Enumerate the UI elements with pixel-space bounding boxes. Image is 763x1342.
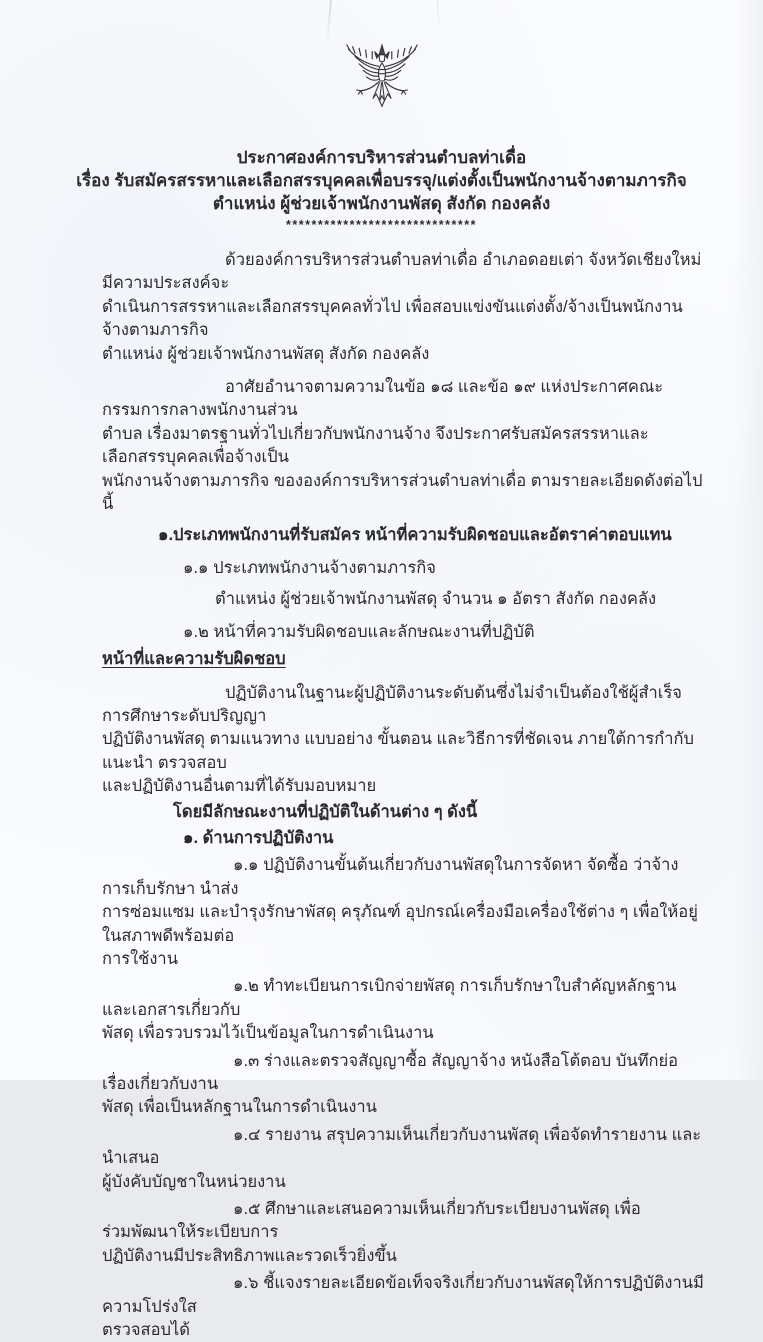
- doc-line: ๑.๑ ปฏิบัติงานขั้นต้นเกี่ยวกับงานพัสดุในการจัดหา จัดซื้อ ว่าจ้าง การเก็บรักษา นำส่ง: [102, 856, 679, 898]
- intro-paragraph: [102, 249, 705, 366]
- announcement-subject-line: เรื่อง รับสมัครสรรหาและเลือกสรรบุคคลเพื่อบรรจุ/แต่งตั้งเป็นพนักงานจ้างตามภารกิจ: [76, 171, 687, 190]
- doc-line: ตำแหน่ง ผู้ช่วยเจ้าพนักงานพัสดุ จำนวน ๑ อัตรา สังกัด กองคลัง: [215, 590, 657, 609]
- document-body: [102, 249, 705, 1342]
- doc-line: ๑.๒ หน้าที่ความรับผิดชอบและลักษณะงานที่ปฏิบัติ: [183, 622, 535, 641]
- task-1-1: [102, 854, 705, 971]
- doc-line: หน้าที่และความรับผิดชอบ: [102, 650, 286, 669]
- doc-line: ๑. ด้านการปฏิบัติงาน: [183, 828, 334, 847]
- doc-line: ๑.๖ ชี้แจงรายละเอียดข้อเท็จจริงเกี่ยวกับงานพัสดุให้การปฏิบัติงานมีความโปร่งใส: [102, 1274, 704, 1316]
- announcement-position-line: ตำแหน่ง ผู้ช่วยเจ้าพนักงานพัสดุ สังกัด กองคลัง: [212, 194, 551, 213]
- doc-line: พัสดุ เพื่อรวบรวมไว้เป็นข้อมูลในการดำเนินงาน: [102, 1024, 434, 1043]
- doc-line: ปฏิบัติงานมีประสิทธิภาพและรวดเร็วยิ่งขึ้น: [102, 1246, 397, 1265]
- task-1-4: [102, 1124, 705, 1194]
- doc-line: อาศัยอำนาจตามความในข้อ ๑๘ และข้อ ๑๙ แห่งประกาศคณะกรรมการกลางพนักงานส่วน: [102, 378, 664, 420]
- doc-line: ๑.ประเภทพนักงานที่รับสมัคร หน้าที่ความรับผิดชอบและอัตราค่าตอบแทน: [158, 526, 672, 545]
- doc-line: ตรวจสอบได้: [102, 1321, 190, 1340]
- operations-section-heading: [102, 827, 705, 850]
- doc-line: การซ่อมแซม และบำรุงรักษาพัสดุ ครุภัณฑ์ อุปกรณ์เครื่องมือเครื่องใช้ต่าง ๆ เพื่อให้อยู่ในสภาพดีพร้อมต่อ: [102, 903, 698, 945]
- doc-line: การใช้งาน: [102, 949, 178, 968]
- doc-line: โดยมีลักษณะงานที่ปฏิบัติในด้านต่าง ๆ ดังนี้: [173, 802, 478, 821]
- doc-line: ๑.๓ ร่างและตรวจสัญญาซื้อ สัญญาจ้าง หนังสือโต้ตอบ บันทึกย่อเรื่องเกี่ยวกับงาน: [102, 1051, 679, 1093]
- authority-paragraph: [102, 376, 705, 516]
- doc-line: ๑.๔ รายงาน สรุปความเห็นเกี่ยวกับงานพัสดุ เพื่อจัดทำรายงาน และนำเสนอ: [102, 1125, 702, 1168]
- doc-line: ด้วยองค์การบริหารส่วนตำบลท่าเดื่อ อำเภอดอยเต่า จังหวัดเชียงใหม่ มีความประสงค์จะ: [102, 251, 702, 293]
- doc-line: ๑.๕ ศึกษาและเสนอความเห็นเกี่ยวกับระเบียบงานพัสดุ เพื่อร่วมพัฒนาให้ระเบียบการ: [102, 1200, 641, 1242]
- section-1-heading: [102, 524, 705, 547]
- doc-line: และปฏิบัติงานอื่นตามที่ได้รับมอบหมาย: [102, 777, 377, 796]
- announcement-header: [0, 146, 763, 233]
- doc-line: ปฏิบัติงานพัสดุ ตามแนวทาง แบบอย่าง ขั้นตอน และวิธีการที่ชัดเจน ภายใต้การกำกับ แนะนำ ตรวจสอบ: [102, 730, 694, 772]
- doc-line: ผู้บังคับบัญชาในหน่วยงาน: [102, 1172, 286, 1191]
- duties-paragraph: [102, 682, 705, 799]
- doc-line: ปฏิบัติงานในฐานะผู้ปฏิบัติงานระดับต้นซึ่งไม่จำเป็นต้องใช้ผู้สำเร็จการศึกษาระดับปริญญา: [102, 683, 682, 725]
- stars-separator: ******************************: [286, 218, 477, 232]
- doc-line: พนักงานจ้างตามภารกิจ ขององค์การบริหารส่วนตำบลท่าเดื่อ ตามรายละเอียดดังต่อไปนี้: [102, 471, 703, 514]
- doc-line: ตำแหน่ง ผู้ช่วยเจ้าพนักงานพัสดุ สังกัด กองคลัง: [102, 344, 430, 363]
- task-1-5: [102, 1198, 705, 1268]
- doc-line: ๑.๑ ประเภทพนักงานจ้างตามภารกิจ: [183, 558, 436, 577]
- emblem-container: [0, 0, 763, 136]
- position-detail-line: [102, 588, 705, 611]
- announcement-org-line: ประกาศองค์การบริหารส่วนตำบลท่าเดื่อ: [236, 148, 527, 167]
- doc-line: ๑.๒ ทำทะเบียนการเบิกจ่ายพัสดุ การเก็บรักษาใบสำคัญหลักฐานและเอกสารเกี่ยวกับ: [102, 977, 677, 1019]
- doc-line: ดำเนินการสรรหาและเลือกสรรบุคคลทั่วไป เพื่อสอบแข่งขันแต่งตั้ง/จ้างเป็นพนักงานจ้างตามภารกิจ: [102, 297, 683, 340]
- item-1-1: [102, 557, 705, 580]
- task-lead-line: [102, 801, 705, 824]
- duties-underlined-heading: [102, 648, 705, 671]
- doc-line: พัสดุ เพื่อเป็นหลักฐานในการดำเนินงาน: [102, 1098, 377, 1117]
- garuda-emblem-icon: [333, 44, 431, 136]
- item-1-2: [102, 621, 705, 644]
- task-1-6: [102, 1272, 705, 1342]
- task-1-2: [102, 975, 705, 1045]
- task-1-3: [102, 1050, 705, 1120]
- doc-line: ตำบล เรื่องมาตรฐานทั่วไปเกี่ยวกับพนักงานจ้าง จึงประกาศรับสมัครสรรหาและเลือกสรรบุคคลเพื่อจ้างเป็น: [102, 424, 649, 467]
